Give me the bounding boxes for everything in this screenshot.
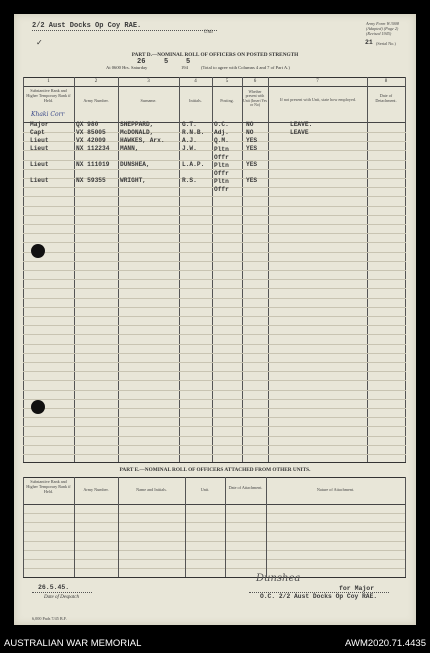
ruled-line bbox=[23, 454, 406, 455]
ruled-line bbox=[23, 426, 406, 427]
col-header-surname: Surname. bbox=[140, 98, 157, 103]
cell-present: NO bbox=[246, 129, 254, 136]
ruled-line bbox=[23, 541, 406, 542]
ruled-line bbox=[23, 261, 406, 262]
ruled-line bbox=[23, 559, 406, 560]
at-time-label: At 0600 Hrs. Saturday bbox=[106, 65, 148, 70]
part-d-title: PART D.—NOMINAL ROLL OF OFFICERS ON POSTED STRENGTH bbox=[131, 52, 299, 58]
col-header-rank: Substantive Rank and Higher Temporary Rank if Held. bbox=[26, 88, 71, 103]
ruled-line bbox=[23, 224, 406, 225]
col-number-3: 3 bbox=[147, 79, 150, 84]
ruled-line bbox=[23, 215, 406, 216]
part-e-bottom-border bbox=[23, 577, 406, 578]
col-header-present: Whether present with Unit (Insert Yes or No) bbox=[243, 90, 267, 108]
ruled-line bbox=[23, 196, 406, 197]
cell-army-no: VX 42009 bbox=[76, 137, 106, 144]
col-number-6: 6 bbox=[253, 79, 257, 84]
col-number-2: 2 bbox=[94, 79, 98, 84]
cell-surname: SHEPPARD, bbox=[120, 121, 154, 128]
table-top-border bbox=[23, 77, 406, 78]
caption-institution: AUSTRALIAN WAR MEMORIAL bbox=[4, 638, 142, 649]
serial-value: 21 bbox=[365, 39, 373, 46]
cell-surname: McDONALD, bbox=[120, 129, 154, 136]
cell-rank: Major bbox=[30, 121, 49, 128]
unit-underline bbox=[32, 30, 217, 31]
for-major-label: for Major bbox=[339, 585, 375, 592]
cell-army-no: QX 980 bbox=[76, 121, 99, 128]
cell-posting: Pltn Offr bbox=[214, 178, 229, 193]
part-e-top-border bbox=[23, 477, 406, 478]
cell-surname: DUNSHEA, bbox=[120, 161, 150, 168]
cell-present: YES bbox=[246, 161, 258, 168]
cell-present: YES bbox=[246, 177, 258, 184]
ruled-line bbox=[23, 362, 406, 363]
year-value: 5 bbox=[186, 58, 191, 66]
ruled-line bbox=[23, 390, 406, 391]
col-header-initials: Initials. bbox=[189, 98, 202, 103]
unit-label: Unit bbox=[204, 30, 213, 35]
punch-hole-bottom bbox=[31, 400, 45, 414]
ruled-line bbox=[23, 233, 406, 234]
cell-initials: J.W. bbox=[182, 145, 197, 152]
cell-employed: LEAVE bbox=[290, 129, 309, 136]
serial-label: (Serial No.) bbox=[376, 41, 396, 46]
despatch-date: 26.5.45. bbox=[38, 584, 70, 591]
cell-army-no: VX 85005 bbox=[76, 129, 106, 136]
despatch-date-line bbox=[32, 592, 92, 593]
caption-accession: AWM2020.71.4435 bbox=[345, 638, 426, 649]
cell-surname: MANN, bbox=[120, 145, 139, 152]
part-e-header-army-number: Army Number. bbox=[83, 487, 109, 492]
ruled-line bbox=[23, 417, 406, 418]
col-number-4: 4 bbox=[194, 79, 197, 84]
part-e-header-nature: Nature of Attachment. bbox=[316, 487, 355, 492]
cell-rank: Lieut bbox=[30, 145, 49, 152]
cell-army-no: NX 59355 bbox=[76, 177, 106, 184]
ruled-line bbox=[23, 325, 406, 326]
cell-initials: G.T. bbox=[182, 121, 197, 128]
col-number-8: 8 bbox=[384, 79, 388, 84]
cell-rank: Lieut bbox=[30, 137, 49, 144]
ruled-line bbox=[23, 334, 406, 335]
col-header-posting: Posting. bbox=[220, 98, 234, 103]
year-prefix: 194 bbox=[181, 65, 188, 70]
cell-rank: Lieut bbox=[30, 161, 49, 168]
col-number-5: 5 bbox=[225, 79, 229, 84]
cell-employed: LEAVE. bbox=[290, 121, 313, 128]
ruled-line bbox=[23, 531, 406, 532]
ruled-line bbox=[23, 288, 406, 289]
form-paper bbox=[14, 14, 416, 625]
part-e-title: PART E.—NOMINAL ROLL OF OFFICERS ATTACHED FROM OTHER UNITS. bbox=[119, 467, 311, 473]
cell-posting: O.C. bbox=[214, 121, 229, 128]
unit-name: 2/2 Aust Docks Op Coy RAE. bbox=[32, 22, 142, 30]
ruled-line bbox=[23, 270, 406, 271]
col-number-7: 7 bbox=[316, 79, 319, 84]
cell-surname: WRIGHT, bbox=[120, 177, 146, 184]
cell-initials: L.A.P. bbox=[182, 161, 205, 168]
table-bottom-border bbox=[23, 462, 406, 463]
punch-hole-top bbox=[31, 244, 45, 258]
part-e-header-rank: Substantive Rank and Higher Temporary Rank if Held. bbox=[26, 479, 71, 494]
ruled-line bbox=[23, 298, 406, 299]
ruled-line bbox=[23, 445, 406, 446]
form-reference: Army Form W.3008 (Adapted) (Page 2) (Revised 1945) bbox=[366, 21, 399, 36]
ruled-line bbox=[23, 344, 406, 345]
handwritten-note: Khaki Corr bbox=[31, 111, 65, 118]
cell-posting: Pltn Offr bbox=[214, 146, 229, 161]
part-e-header-date: Date of Attachment. bbox=[228, 485, 263, 490]
cell-posting: Adj. bbox=[214, 129, 229, 136]
ruled-line bbox=[23, 568, 406, 569]
ruled-line bbox=[23, 399, 406, 400]
cell-present: YES bbox=[246, 145, 258, 152]
col-header-employed: If not present with Unit, state how employed. bbox=[280, 97, 356, 102]
ruled-line bbox=[23, 252, 406, 253]
cell-rank: Lieut bbox=[30, 177, 49, 184]
ruled-line bbox=[23, 380, 406, 381]
cell-initials: R.S. bbox=[182, 177, 197, 184]
col-header-detachment: Date of Detachment. bbox=[375, 93, 397, 103]
part-e-header-border bbox=[23, 504, 406, 505]
cell-present: YES bbox=[246, 137, 258, 144]
oc-line: O.C. 2/2 Aust Docks Op Coy RAE. bbox=[260, 593, 378, 600]
ruled-line bbox=[23, 353, 406, 354]
cell-army-no: NX 112234 bbox=[76, 145, 110, 152]
day-value: 26 bbox=[137, 58, 146, 66]
month-value: 5 bbox=[164, 58, 169, 66]
ruled-line bbox=[23, 307, 406, 308]
part-e-header-unit: Unit. bbox=[200, 487, 210, 492]
despatch-date-label: Date of Despatch bbox=[44, 595, 79, 600]
col-header-army-number: Army Number. bbox=[83, 98, 109, 103]
total-note: (Total to agree with Columns 4 and 7 of Part A.) bbox=[201, 65, 290, 70]
ruled-line bbox=[23, 522, 406, 523]
cell-surname: HAWKES, Arx. bbox=[120, 137, 165, 144]
ruled-line bbox=[23, 408, 406, 409]
cell-rank: Capt bbox=[30, 129, 45, 136]
tick-mark: ✓ bbox=[36, 38, 43, 47]
ruled-line bbox=[23, 436, 406, 437]
ruled-line bbox=[23, 316, 406, 317]
cell-posting: Pltn Offr bbox=[214, 162, 229, 177]
cell-posting: Q.M. bbox=[214, 137, 229, 144]
cell-initials: R.N.B. bbox=[182, 129, 205, 136]
ruled-line bbox=[23, 242, 406, 243]
ruled-line bbox=[23, 550, 406, 551]
ruled-line bbox=[23, 279, 406, 280]
cell-present: NO bbox=[246, 121, 254, 128]
ruled-line bbox=[23, 371, 406, 372]
officer-signature: Dunshea bbox=[256, 573, 301, 584]
ruled-line bbox=[23, 513, 406, 514]
cell-initials: A.J. bbox=[182, 137, 197, 144]
col-number-divider bbox=[23, 86, 406, 87]
printer-note: 6,000 Pads 7/45 B.F. bbox=[32, 616, 67, 621]
col-number-1: 1 bbox=[47, 79, 50, 84]
cell-army-no: NX 111019 bbox=[76, 161, 110, 168]
ruled-line bbox=[23, 206, 406, 207]
part-e-header-name: Name and Initials. bbox=[136, 487, 167, 492]
